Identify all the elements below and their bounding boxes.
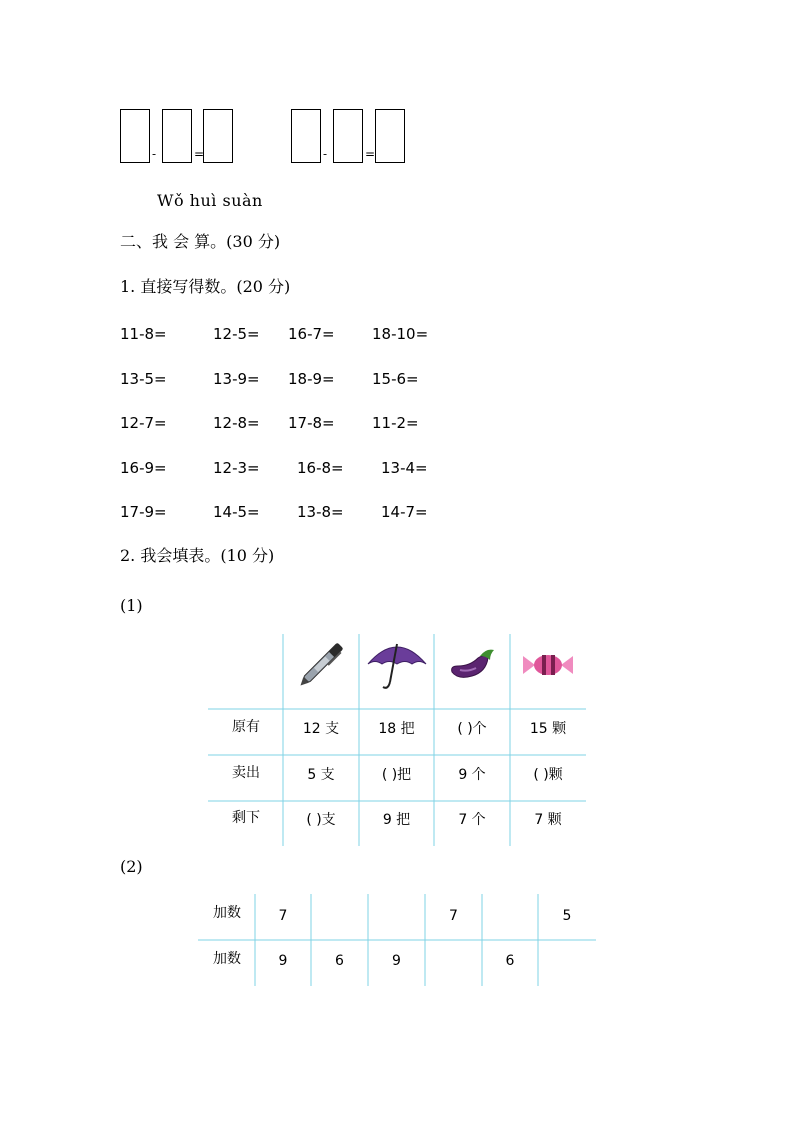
table-cell: 12 支 [302, 721, 340, 737]
equals-sign: = [194, 147, 205, 161]
q1-title: 1. 直接写得数。(20 分) [120, 277, 291, 296]
problem: 14-5= [213, 503, 260, 521]
row-header: 加数 [213, 905, 241, 921]
table-cell: 9 [278, 953, 288, 969]
q2-title: 2. 我会填表。(10 分) [120, 546, 275, 565]
problem: 12-7= [120, 414, 167, 432]
table-cell: 15 颗 [529, 721, 567, 737]
problem: 12-8= [213, 414, 260, 432]
minus-sign: - [152, 147, 157, 161]
table-cell: 6 [505, 953, 515, 969]
table-cell[interactable]: ( )支 [306, 812, 336, 828]
row-header: 原有 [232, 719, 260, 735]
problem: 18-10= [372, 325, 429, 343]
table-cell: 9 把 [382, 812, 411, 828]
candy-icon [523, 652, 573, 678]
eggplant-icon [448, 646, 496, 682]
problem: 15-6= [372, 370, 419, 388]
problem: 16-9= [120, 459, 167, 477]
problem: 18-9= [288, 370, 335, 388]
problem: 13-5= [120, 370, 167, 388]
problem: 16-7= [288, 325, 335, 343]
section-two-title: 二、我 会 算。(30 分) [120, 232, 281, 251]
table-cell: 6 [335, 953, 344, 969]
table-cell: 18 把 [378, 721, 415, 737]
problem: 11-8= [120, 325, 167, 343]
table-cell: 7 颗 [534, 812, 562, 828]
equals-sign: = [365, 147, 376, 161]
row-header: 加数 [213, 951, 241, 967]
table-cell: 9 个 [458, 767, 486, 783]
pen-icon [293, 636, 349, 694]
part2-label: (2) [120, 857, 143, 876]
minus-sign: - [323, 147, 328, 161]
table-cell: 5 支 [307, 767, 335, 783]
table-cell: 7 [449, 908, 458, 924]
umbrella-icon [366, 638, 428, 692]
table-cell[interactable]: ( )个 [457, 721, 487, 737]
table-cell: 7 个 [458, 812, 486, 828]
table-cell: 9 [392, 953, 401, 969]
row-header: 剩下 [232, 810, 260, 826]
problem: 11-2= [372, 414, 419, 432]
problem: 12-5= [213, 325, 260, 343]
problem: 14-7= [381, 503, 428, 521]
pinyin-line: Wǒ huì suàn [157, 191, 263, 210]
problem: 13-8= [297, 503, 344, 521]
problem: 13-9= [213, 370, 260, 388]
problem: 17-9= [120, 503, 167, 521]
table-cell: 7 [278, 908, 288, 924]
table-cell: 5 [562, 908, 572, 924]
table-cell[interactable]: ( )颗 [533, 767, 563, 783]
problem: 17-8= [288, 414, 335, 432]
table-cell[interactable]: ( )把 [381, 767, 412, 783]
problem: 16-8= [297, 459, 344, 477]
problem: 13-4= [381, 459, 428, 477]
row-header: 卖出 [232, 765, 260, 781]
part1-label: (1) [120, 596, 143, 615]
problem: 12-3= [213, 459, 260, 477]
